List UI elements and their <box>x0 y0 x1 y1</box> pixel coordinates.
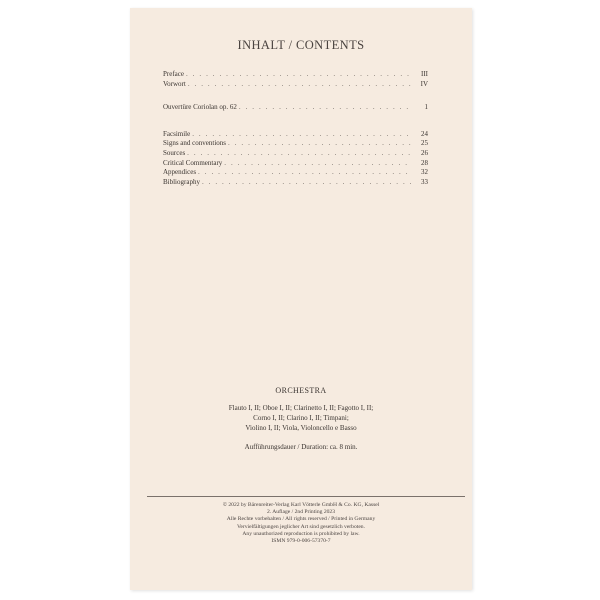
dot-leader <box>186 70 412 80</box>
toc-entry-title: Vorwort <box>163 79 186 88</box>
dot-leader <box>192 130 412 140</box>
toc-entry-page: 28 <box>421 158 428 167</box>
toc-entry-title: Preface <box>163 70 184 78</box>
orchestra-title: ORCHESTRA <box>275 386 327 395</box>
toc-entry-signs <box>163 139 428 149</box>
table-of-contents <box>163 70 428 187</box>
dot-leader <box>198 168 412 178</box>
instrumentation-line: Violino I, II; Viola, Violoncello e Basso <box>245 424 357 432</box>
toc-entry-title: Appendices <box>163 168 197 177</box>
toc-entry-page: 26 <box>421 148 428 157</box>
toc-entry-page: III <box>421 70 428 78</box>
toc-entry-title: Critical Commentary <box>163 158 223 167</box>
dot-leader <box>239 103 412 113</box>
toc-entry-page: 25 <box>421 139 428 148</box>
instrumentation-line: Flauto I, II; Oboe I, II; Clarinetto I, II; Fagotto I, II; <box>228 404 374 412</box>
toc-entry-facsimile <box>163 130 428 140</box>
copyright-line: © 2022 by Bärenreiter-Verlag Karl Vötterle GmbH & Co. KG, Kassel <box>222 502 380 508</box>
toc-entry-vorwort <box>163 80 428 90</box>
page-heading: INHALT / CONTENTS <box>237 38 365 52</box>
printing-line: 2. Auflage / 2nd Printing 2023 <box>266 509 336 516</box>
dot-leader <box>224 159 412 169</box>
toc-entry-page: 33 <box>421 177 428 186</box>
divider-rule <box>147 496 465 497</box>
toc-entry-sources <box>163 149 428 159</box>
toc-entry-bibliography <box>163 178 428 188</box>
dot-leader <box>202 178 412 188</box>
reproduction-line-de: Vervielfältigungen jeglicher Art sind gesetzlich verboten. <box>237 523 365 530</box>
book-page <box>130 8 472 590</box>
toc-entry-page: 1 <box>424 103 428 112</box>
ismn-line: ISMN 979-0-006-57370-7 <box>271 538 331 545</box>
orchestra-section <box>130 386 472 452</box>
duration-text: Aufführungsdauer / Duration: ca. 8 min. <box>244 443 358 451</box>
toc-entry-title: Facsimile <box>163 129 191 138</box>
toc-entry-title: Signs and conventions <box>163 139 226 148</box>
toc-entry-page: 24 <box>421 129 428 138</box>
reproduction-line-en: Any unauthorized reproduction is prohibited by law. <box>242 530 360 537</box>
toc-entry-title: Bibliography <box>163 177 200 186</box>
dot-leader <box>228 139 412 149</box>
rights-line: Alle Rechte vorbehalten / All rights reserved / Printed in Germany <box>226 516 376 523</box>
dot-leader <box>187 149 412 159</box>
toc-entry-preface <box>163 70 428 80</box>
instrumentation-line: Corno I, II; Clarino I, II; Timpani; <box>253 414 349 422</box>
toc-entry-overture <box>163 103 428 113</box>
toc-entry-title: Sources <box>163 148 186 157</box>
toc-entry-page: 32 <box>421 168 428 177</box>
dot-leader <box>188 80 412 90</box>
toc-entry-commentary <box>163 159 428 169</box>
toc-entry-title: Ouvertüre Coriolan op. 62 <box>163 103 237 112</box>
toc-entry-appendices <box>163 168 428 178</box>
imprint-section <box>130 502 472 545</box>
toc-entry-page: IV <box>420 79 428 88</box>
